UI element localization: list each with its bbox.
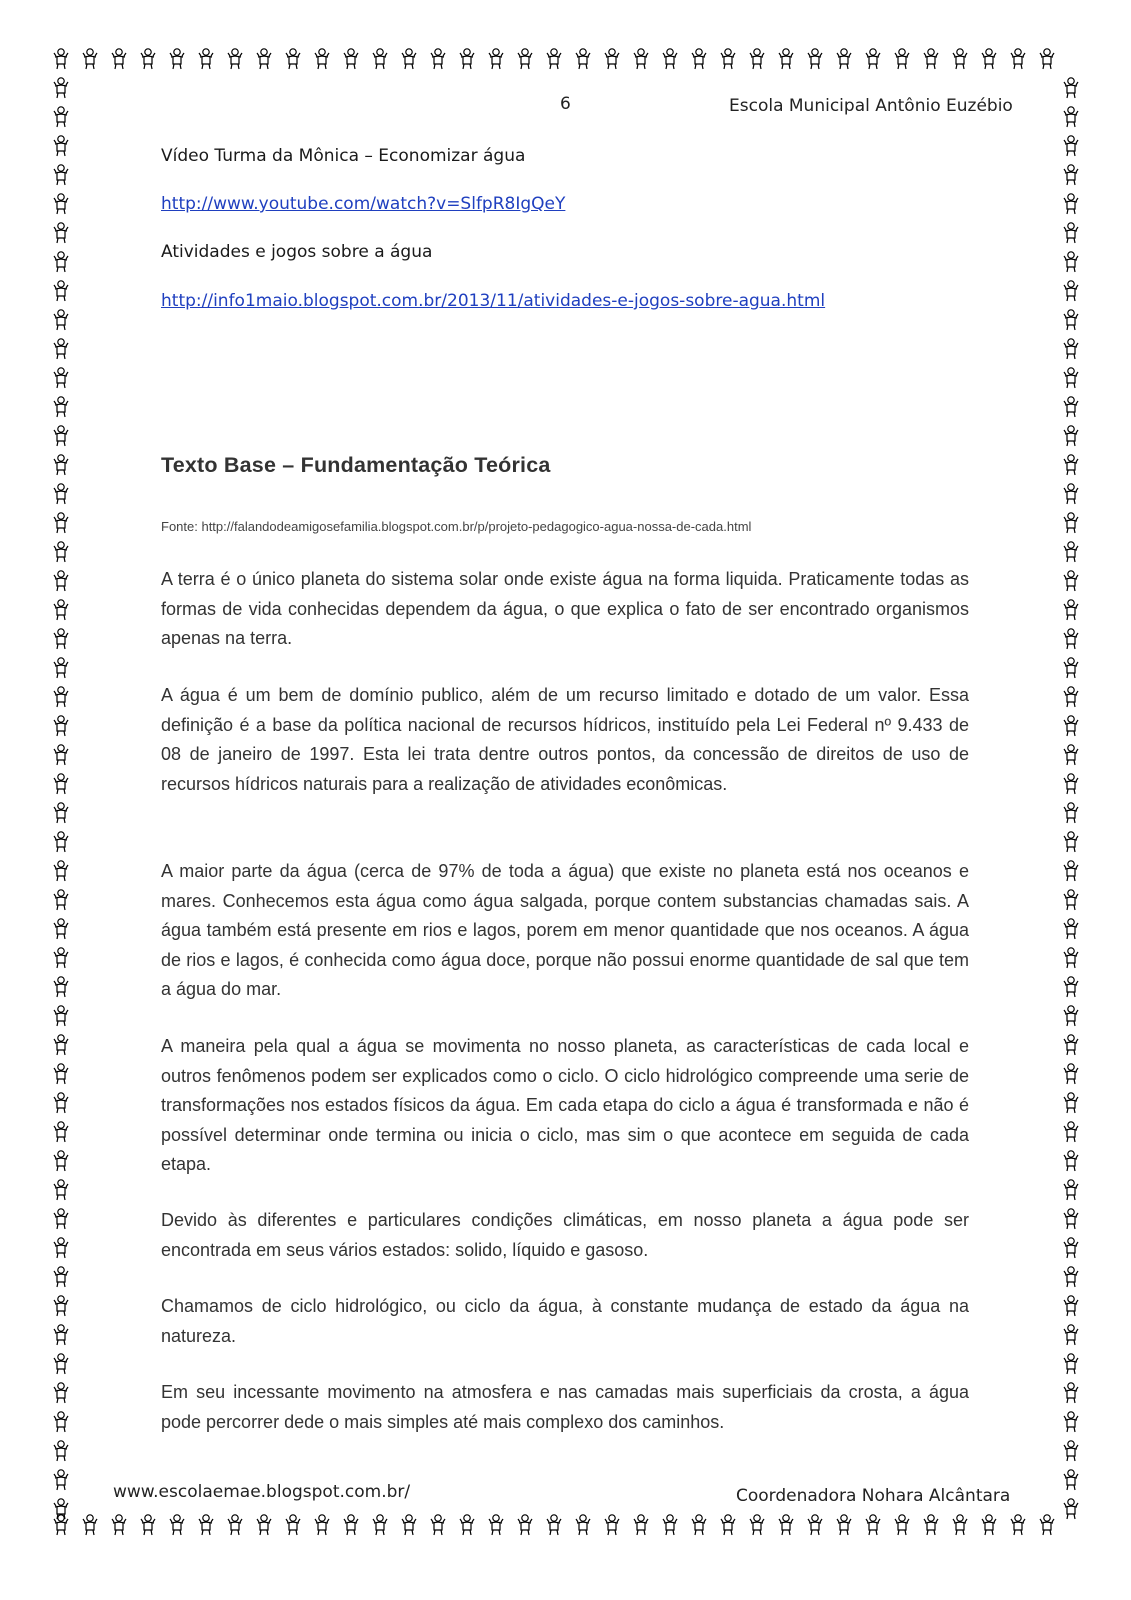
child-figure-icon [1064,1412,1078,1432]
child-figure-icon [315,1515,329,1535]
child-figure-icon [1064,1354,1078,1374]
child-figure-icon [54,1151,68,1171]
child-figure-icon [1064,136,1078,156]
child-figure-icon [1064,1006,1078,1026]
child-figure-icon [54,948,68,968]
school-name: Escola Municipal Antônio Euzébio [729,96,1013,116]
child-figure-icon [1064,1470,1078,1490]
activities-link[interactable]: http://info1maio.blogspot.com.br/2013/11/atividades-e-jogos-sobre-agua.html [161,291,826,311]
child-figure-icon [83,49,97,69]
child-figure-icon [1064,484,1078,504]
child-figure-icon [924,1515,938,1535]
child-figure-icon [1064,542,1078,562]
child-figure-icon [750,1515,764,1535]
child-figure-icon [54,1122,68,1142]
child-figure-icon [1064,165,1078,185]
paragraph [161,1032,969,1180]
paragraph [161,565,969,654]
child-figure-icon [54,803,68,823]
child-figure-icon [1064,426,1078,446]
child-figure-icon [54,1209,68,1229]
child-figure-icon [54,919,68,939]
child-figure-icon [837,1515,851,1535]
child-figure-icon [54,107,68,127]
child-figure-icon [1064,948,1078,968]
child-figure-icon [663,49,677,69]
paragraph-text: A maneira pela qual a água se movimenta no nosso planeta, as características de cada local e outros fenômenos podem ser explicados como o ciclo. O ciclo hidrológico compreende uma serie de transformações nos estados físicos da água. Em cada etapa do ciclo a água é transformada e não é possível determinar onde termina ou inicia o ciclo, mas sim o que acontece em seguida de cada etapa. [161,1036,969,1174]
child-figure-icon [1064,1064,1078,1084]
child-figure-icon [1064,1093,1078,1113]
child-figure-icon [54,397,68,417]
child-figure-icon [54,310,68,330]
source-citation: Fonte: http://falandodeamigosefamilia.blogspot.com.br/p/projeto-pedagogico-agua-nossa-de-cada.html [161,519,752,534]
child-figure-icon [54,1267,68,1287]
child-figure-icon [54,78,68,98]
paragraph-text: Em seu incessante movimento na atmosfera e nas camadas mais superficiais da crosta, a água pode percorrer dede o mais simples até mais complexo dos caminhos. [161,1382,969,1432]
child-figure-icon [286,49,300,69]
child-figure-icon [1064,1035,1078,1055]
child-figure-icon [54,484,68,504]
child-figure-icon [54,658,68,678]
child-figure-icon [1064,223,1078,243]
child-figure-icon [141,1515,155,1535]
child-figure-icon [721,1515,735,1535]
child-figure-icon [83,1515,97,1535]
child-figure-icon [54,571,68,591]
child-figure-icon [54,194,68,214]
child-figure-icon [54,1470,68,1490]
child-figure-icon [1064,252,1078,272]
child-figure-icon [1064,1151,1078,1171]
paragraph-text: Devido às diferentes e particulares condições climáticas, em nosso planeta a água pode ser encontrada em seus vários estados: solido, líquido e gasoso. [161,1210,969,1260]
child-figure-icon [1011,1515,1025,1535]
child-figure-icon [576,49,590,69]
child-figure-icon [431,49,445,69]
child-figure-icon [402,49,416,69]
child-figure-icon [1064,774,1078,794]
child-figure-icon [373,49,387,69]
child-figure-icon [257,1515,271,1535]
child-figure-icon [1064,687,1078,707]
paragraph-text: A terra é o único planeta do sistema solar onde existe água na forma liquida. Praticamente todas as formas de vida conhecidas dependem da água, o que explica o fato de ser encontrado organismos apenas na terra. [161,569,969,648]
child-figure-icon [54,339,68,359]
child-figure-icon [895,1515,909,1535]
child-figure-icon [1064,629,1078,649]
child-figure-icon [170,49,184,69]
child-figure-icon [373,1515,387,1535]
child-figure-icon [460,49,474,69]
child-figure-icon [1064,1325,1078,1345]
child-figure-icon [1064,107,1078,127]
paragraph [161,1292,969,1351]
child-figure-icon [779,49,793,69]
paragraph-text: A maior parte da água (cerca de 97% de toda a água) que existe no planeta está nos oceanos e mares. Conhecemos esta água como água salgada, porque contem substancias chamadas sais. A água também está presente em rios e lagos, porem em menor quantidade que nos oceanos. A água de rios e lagos, é conhecida como água doce, porque não possui enorme quantidade de sal que tem a água do mar. [161,861,969,999]
child-figure-icon [54,49,68,69]
child-figure-icon [1064,368,1078,388]
child-figure-icon [837,49,851,69]
child-figure-icon [895,49,909,69]
child-figure-icon [54,136,68,156]
child-figure-icon [54,1325,68,1345]
child-figure-icon [402,1515,416,1535]
child-figure-icon [634,49,648,69]
section-title: Texto Base – Fundamentação Teórica [161,453,551,477]
child-figure-icon [170,1515,184,1535]
paragraph-text: A água é um bem de domínio publico, além de um recurso limitado e dotado de um valor. Essa definição é a base da política nacional de recursos hídricos, instituído pela Lei Federal nº 9.433 de 08 de janeiro de 1997. Esta lei trata dentre outros pontos, da concessão de direitos de uso de recursos hídricos naturais para a realização de atividades econômicas. [161,685,969,794]
child-figure-icon [1064,803,1078,823]
child-figure-icon [54,600,68,620]
child-figure-icon [1064,1296,1078,1316]
child-figure-icon [1040,49,1054,69]
video-label: Vídeo Turma da Mônica – Economizar água [161,146,526,166]
child-figure-icon [431,1515,445,1535]
child-figure-icon [112,49,126,69]
child-figure-icon [1011,49,1025,69]
child-figure-icon [866,49,880,69]
child-figure-icon [750,49,764,69]
child-figure-icon [54,687,68,707]
child-figure-icon [779,1515,793,1535]
footer-website: www.escolaemae.blogspot.com.br/ [113,1482,411,1502]
child-figure-icon [54,1412,68,1432]
child-figure-icon [634,1515,648,1535]
child-figure-icon [54,1035,68,1055]
paragraph-text: Chamamos de ciclo hidrológico, ou ciclo da água, à constante mudança de estado da água na natureza. [161,1296,969,1346]
child-figure-icon [54,1499,68,1519]
child-figure-icon [808,1515,822,1535]
child-figure-icon [54,542,68,562]
child-figure-icon [54,1354,68,1374]
child-figure-icon [54,832,68,852]
child-figure-icon [54,977,68,997]
child-figure-icon [54,223,68,243]
child-figure-icon [1064,1267,1078,1287]
child-figure-icon [1064,281,1078,301]
child-figure-icon [257,49,271,69]
child-figure-icon [1064,1441,1078,1461]
child-figure-icon [1064,1383,1078,1403]
child-figure-icon [605,1515,619,1535]
child-figure-icon [54,1383,68,1403]
child-figure-icon [286,1515,300,1535]
child-figure-icon [518,1515,532,1535]
child-figure-icon [54,861,68,881]
child-figure-icon [1064,455,1078,475]
child-figure-icon [54,890,68,910]
child-figure-icon [1064,78,1078,98]
child-figure-icon [1064,1122,1078,1142]
child-figure-icon [721,49,735,69]
child-figure-icon [54,774,68,794]
child-figure-icon [315,49,329,69]
child-figure-icon [54,716,68,736]
child-figure-icon [460,1515,474,1535]
child-figure-icon [228,49,242,69]
child-figure-icon [1064,571,1078,591]
child-figure-icon [1064,397,1078,417]
child-figure-icon [547,49,561,69]
child-figure-icon [54,745,68,765]
child-figure-icon [54,1515,68,1535]
child-figure-icon [692,1515,706,1535]
child-figure-icon [547,1515,561,1535]
child-figure-icon [228,1515,242,1535]
paragraph [161,681,969,799]
child-figure-icon [663,1515,677,1535]
child-figure-icon [1064,861,1078,881]
child-figure-icon [1064,890,1078,910]
activities-label: Atividades e jogos sobre a água [161,242,433,262]
child-figure-icon [54,368,68,388]
child-figure-icon [54,1064,68,1084]
paragraph [161,1378,969,1437]
child-figure-icon [1064,977,1078,997]
child-figure-icon [54,1093,68,1113]
child-figure-icon [54,165,68,185]
child-figure-icon [1064,194,1078,214]
child-figure-icon [1064,745,1078,765]
child-figure-icon [54,281,68,301]
child-figure-icon [54,426,68,446]
child-figure-icon [54,513,68,533]
child-figure-icon [54,1441,68,1461]
child-figure-icon [576,1515,590,1535]
child-figure-icon [1064,310,1078,330]
child-figure-icon [924,49,938,69]
child-figure-icon [1064,513,1078,533]
child-figure-icon [54,455,68,475]
child-figure-icon [344,49,358,69]
child-figure-icon [489,49,503,69]
child-figure-icon [1064,1209,1078,1229]
child-figure-icon [199,49,213,69]
child-figure-icon [1064,716,1078,736]
child-figure-icon [54,1180,68,1200]
child-figure-icon [518,49,532,69]
paragraph [161,857,969,1005]
footer-coordinator: Coordenadora Nohara Alcântara [736,1486,1011,1506]
child-figure-icon [692,49,706,69]
child-figure-icon [982,1515,996,1535]
child-figure-icon [112,1515,126,1535]
child-figure-icon [1064,1238,1078,1258]
child-figure-icon [1064,832,1078,852]
child-figure-icon [1064,600,1078,620]
child-figure-icon [54,252,68,272]
child-figure-icon [982,49,996,69]
video-link[interactable]: http://www.youtube.com/watch?v=SlfpR8IgQeY [161,194,566,214]
child-figure-icon [54,1006,68,1026]
page-number: 6 [560,94,571,114]
child-figure-icon [1064,1180,1078,1200]
child-figure-icon [344,1515,358,1535]
child-figure-icon [1064,919,1078,939]
child-figure-icon [199,1515,213,1535]
child-figure-icon [1064,339,1078,359]
child-figure-icon [489,1515,503,1535]
child-figure-icon [953,49,967,69]
paragraph [161,1206,969,1265]
child-figure-icon [54,629,68,649]
child-figure-icon [866,1515,880,1535]
child-figure-icon [54,1296,68,1316]
child-figure-icon [1040,1515,1054,1535]
child-figure-icon [605,49,619,69]
child-figure-icon [1064,658,1078,678]
child-figure-icon [141,49,155,69]
child-figure-icon [808,49,822,69]
child-figure-icon [54,1238,68,1258]
child-figure-icon [953,1515,967,1535]
child-figure-icon [1064,1499,1078,1519]
